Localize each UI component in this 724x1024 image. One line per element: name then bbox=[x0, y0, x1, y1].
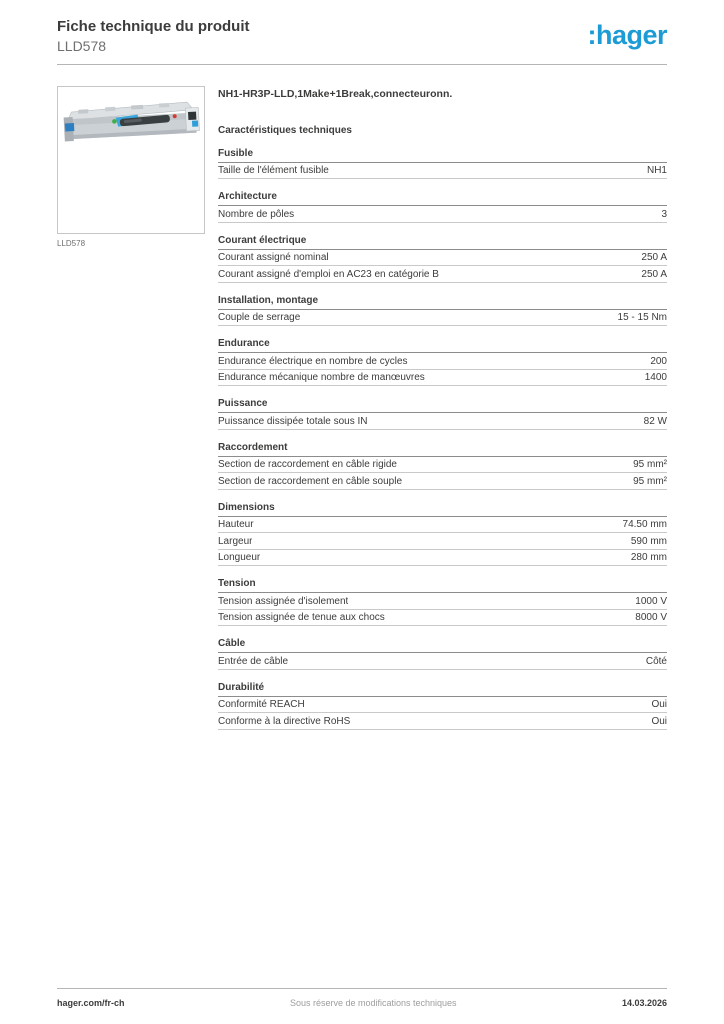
spec-label: Nombre de pôles bbox=[218, 208, 295, 220]
characteristics-heading: Caractéristiques techniques bbox=[218, 124, 352, 136]
spec-value: 95 mm² bbox=[633, 475, 667, 487]
footer-divider bbox=[57, 988, 667, 1008]
spec-section bbox=[218, 502, 667, 567]
spec-section-title: Endurance bbox=[218, 338, 667, 353]
header-divider bbox=[57, 64, 667, 65]
specs-column bbox=[218, 86, 667, 730]
spec-label: Section de raccordement en câble rigide bbox=[218, 459, 397, 471]
page-header bbox=[57, 0, 667, 55]
spec-section-title: Architecture bbox=[218, 191, 667, 206]
product-image-column bbox=[57, 86, 205, 730]
spec-row bbox=[218, 413, 667, 430]
page-footer bbox=[57, 988, 667, 1008]
spec-section-title: Courant électrique bbox=[218, 235, 667, 250]
spec-label: Longueur bbox=[218, 552, 261, 564]
spec-row bbox=[218, 206, 667, 223]
spec-label: Courant assigné d'emploi en AC23 en catégorie B bbox=[218, 268, 439, 280]
product-name: NH1-HR3P-LLD,1Make+1Break,connecteuronn. bbox=[218, 87, 453, 100]
spec-value: Oui bbox=[651, 715, 667, 727]
spec-row bbox=[218, 310, 667, 327]
spec-section-title: Installation, montage bbox=[218, 295, 667, 310]
spec-value: 250 A bbox=[641, 252, 667, 264]
spec-value: 280 mm bbox=[630, 552, 667, 564]
spec-section bbox=[218, 191, 667, 223]
spec-row bbox=[218, 457, 667, 474]
spec-section bbox=[218, 682, 667, 730]
spec-row bbox=[218, 163, 667, 180]
spec-value: 1000 V bbox=[635, 595, 667, 607]
spec-label: Largeur bbox=[218, 535, 253, 547]
spec-label: Courant assigné nominal bbox=[218, 252, 329, 264]
spec-section-title: Câble bbox=[218, 638, 667, 653]
spec-value: 95 mm² bbox=[633, 459, 667, 471]
header-titles bbox=[57, 18, 250, 55]
spec-value: 8000 V bbox=[635, 612, 667, 624]
spec-section-title: Fusible bbox=[218, 148, 667, 163]
hager-logo: :hager bbox=[587, 20, 667, 50]
spec-label: Conformité REACH bbox=[218, 699, 305, 711]
spec-value: 590 mm bbox=[630, 535, 667, 547]
spec-section-title: Puissance bbox=[218, 398, 667, 413]
spec-section-title: Tension bbox=[218, 578, 667, 593]
spec-label: Taille de l'élément fusible bbox=[218, 165, 329, 177]
spec-row bbox=[218, 697, 667, 714]
footer-disclaimer: Sous réserve de modifications techniques bbox=[289, 998, 457, 1008]
spec-value: 74.50 mm bbox=[622, 519, 667, 531]
spec-value: 1400 bbox=[644, 372, 667, 384]
spec-row bbox=[218, 593, 667, 610]
spec-row bbox=[218, 653, 667, 670]
spec-section-title: Durabilité bbox=[218, 682, 667, 697]
spec-value: NH1 bbox=[646, 165, 667, 177]
spec-section bbox=[218, 235, 667, 283]
spec-label: Endurance mécanique nombre de manœuvres bbox=[218, 372, 425, 384]
spec-label: Puissance dissipée totale sous IN bbox=[218, 415, 368, 427]
main-content bbox=[57, 86, 667, 730]
spec-label: Endurance électrique en nombre de cycles bbox=[218, 355, 408, 367]
spec-label: Conforme à la directive RoHS bbox=[218, 715, 351, 727]
spec-value: 250 A bbox=[641, 268, 667, 280]
spec-section-title: Dimensions bbox=[218, 502, 667, 517]
spec-value: Côté bbox=[645, 655, 667, 667]
spec-row bbox=[218, 473, 667, 490]
spec-value: 82 W bbox=[643, 415, 667, 427]
spec-section bbox=[218, 148, 667, 180]
spec-value: 15 - 15 Nm bbox=[617, 312, 667, 324]
product-image-frame bbox=[57, 86, 205, 234]
spec-row bbox=[218, 266, 667, 283]
spec-row bbox=[218, 353, 667, 370]
spec-label: Section de raccordement en câble souple bbox=[218, 475, 403, 487]
product-image bbox=[58, 87, 204, 233]
spec-section-title: Raccordement bbox=[218, 442, 667, 457]
spec-row bbox=[218, 250, 667, 267]
spec-section bbox=[218, 398, 667, 430]
spec-row bbox=[218, 610, 667, 627]
spec-row bbox=[218, 517, 667, 534]
spec-section bbox=[218, 338, 667, 386]
spec-row bbox=[218, 550, 667, 567]
spec-sections bbox=[218, 148, 667, 730]
product-reference: LLD578 bbox=[57, 37, 107, 54]
spec-label: Entrée de câble bbox=[218, 655, 289, 667]
spec-label: Tension assignée d'isolement bbox=[218, 595, 349, 607]
spec-label: Tension assignée de tenue aux chocs bbox=[218, 612, 385, 624]
spec-value: 200 bbox=[650, 355, 667, 367]
spec-row bbox=[218, 370, 667, 387]
spec-value: 3 bbox=[661, 208, 667, 220]
footer-date: 14.03.2026 bbox=[621, 998, 667, 1008]
spec-section bbox=[218, 295, 667, 327]
product-image-caption: LLD578 bbox=[57, 238, 86, 248]
spec-section bbox=[218, 638, 667, 670]
spec-row bbox=[218, 713, 667, 730]
spec-label: Couple de serrage bbox=[218, 312, 301, 324]
footer-website: hager.com/fr-ch bbox=[57, 998, 125, 1008]
spec-section bbox=[218, 442, 667, 490]
page-title: Fiche technique du produit bbox=[57, 18, 250, 35]
spec-value: Oui bbox=[651, 699, 667, 711]
spec-row bbox=[218, 533, 667, 550]
spec-label: Hauteur bbox=[218, 519, 254, 531]
spec-section bbox=[218, 578, 667, 626]
